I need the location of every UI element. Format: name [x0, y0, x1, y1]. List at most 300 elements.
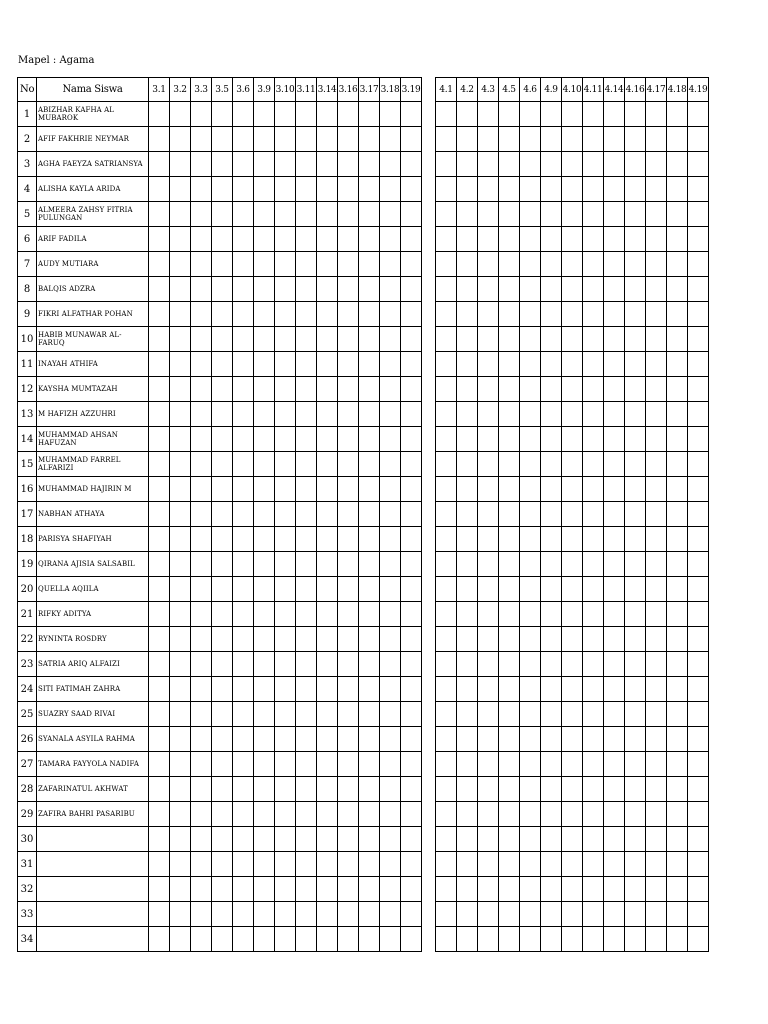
score-cell-kd4[interactable]: [457, 352, 478, 377]
score-cell-kd4[interactable]: [520, 677, 541, 702]
score-cell-kd3[interactable]: [149, 727, 170, 752]
score-cell-kd4[interactable]: [478, 527, 499, 552]
score-cell-kd3[interactable]: [359, 527, 380, 552]
score-cell-kd3[interactable]: [359, 702, 380, 727]
score-cell-kd4[interactable]: [583, 252, 604, 277]
score-cell-kd4[interactable]: [436, 827, 457, 852]
score-cell-kd3[interactable]: [233, 927, 254, 952]
score-cell-kd4[interactable]: [604, 877, 625, 902]
score-cell-kd3[interactable]: [170, 577, 191, 602]
score-cell-kd4[interactable]: [541, 352, 562, 377]
score-cell-kd4[interactable]: [478, 202, 499, 227]
score-cell-kd4[interactable]: [478, 102, 499, 127]
score-cell-kd3[interactable]: [275, 927, 296, 952]
score-cell-kd4[interactable]: [583, 752, 604, 777]
score-cell-kd3[interactable]: [254, 702, 275, 727]
score-cell-kd3[interactable]: [254, 777, 275, 802]
score-cell-kd4[interactable]: [499, 152, 520, 177]
score-cell-kd3[interactable]: [149, 477, 170, 502]
score-cell-kd3[interactable]: [149, 127, 170, 152]
score-cell-kd3[interactable]: [191, 152, 212, 177]
score-cell-kd4[interactable]: [478, 652, 499, 677]
score-cell-kd3[interactable]: [380, 652, 401, 677]
score-cell-kd4[interactable]: [688, 927, 709, 952]
score-cell-kd3[interactable]: [380, 552, 401, 577]
score-cell-kd4[interactable]: [499, 527, 520, 552]
score-cell-kd3[interactable]: [380, 877, 401, 902]
score-cell-kd3[interactable]: [254, 902, 275, 927]
score-cell-kd3[interactable]: [212, 702, 233, 727]
score-cell-kd4[interactable]: [541, 552, 562, 577]
score-cell-kd4[interactable]: [499, 827, 520, 852]
score-cell-kd3[interactable]: [233, 602, 254, 627]
score-cell-kd3[interactable]: [317, 452, 338, 477]
score-cell-kd3[interactable]: [317, 252, 338, 277]
score-cell-kd4[interactable]: [562, 902, 583, 927]
score-cell-kd3[interactable]: [275, 527, 296, 552]
score-cell-kd4[interactable]: [478, 627, 499, 652]
score-cell-kd3[interactable]: [254, 327, 275, 352]
score-cell-kd4[interactable]: [646, 252, 667, 277]
score-cell-kd3[interactable]: [338, 327, 359, 352]
score-cell-kd4[interactable]: [688, 402, 709, 427]
score-cell-kd3[interactable]: [275, 127, 296, 152]
score-cell-kd3[interactable]: [191, 377, 212, 402]
score-cell-kd3[interactable]: [275, 777, 296, 802]
score-cell-kd3[interactable]: [170, 377, 191, 402]
score-cell-kd4[interactable]: [688, 802, 709, 827]
score-cell-kd3[interactable]: [359, 602, 380, 627]
score-cell-kd3[interactable]: [233, 527, 254, 552]
score-cell-kd3[interactable]: [275, 802, 296, 827]
score-cell-kd4[interactable]: [562, 127, 583, 152]
score-cell-kd4[interactable]: [541, 377, 562, 402]
score-cell-kd3[interactable]: [170, 677, 191, 702]
score-cell-kd3[interactable]: [380, 852, 401, 877]
score-cell-kd3[interactable]: [275, 227, 296, 252]
score-cell-kd4[interactable]: [457, 727, 478, 752]
score-cell-kd3[interactable]: [254, 827, 275, 852]
score-cell-kd3[interactable]: [401, 777, 422, 802]
score-cell-kd4[interactable]: [499, 677, 520, 702]
score-cell-kd4[interactable]: [688, 877, 709, 902]
score-cell-kd4[interactable]: [625, 202, 646, 227]
score-cell-kd4[interactable]: [478, 427, 499, 452]
score-cell-kd3[interactable]: [254, 452, 275, 477]
score-cell-kd4[interactable]: [604, 902, 625, 927]
score-cell-kd3[interactable]: [275, 877, 296, 902]
score-cell-kd4[interactable]: [436, 752, 457, 777]
score-cell-kd4[interactable]: [583, 127, 604, 152]
score-cell-kd3[interactable]: [170, 552, 191, 577]
score-cell-kd3[interactable]: [296, 702, 317, 727]
score-cell-kd4[interactable]: [667, 177, 688, 202]
score-cell-kd4[interactable]: [562, 227, 583, 252]
score-cell-kd3[interactable]: [191, 752, 212, 777]
score-cell-kd3[interactable]: [338, 302, 359, 327]
score-cell-kd3[interactable]: [359, 202, 380, 227]
score-cell-kd4[interactable]: [436, 552, 457, 577]
score-cell-kd3[interactable]: [359, 627, 380, 652]
score-cell-kd3[interactable]: [254, 552, 275, 577]
score-cell-kd4[interactable]: [478, 927, 499, 952]
score-cell-kd4[interactable]: [688, 102, 709, 127]
score-cell-kd3[interactable]: [401, 727, 422, 752]
score-cell-kd3[interactable]: [254, 427, 275, 452]
score-cell-kd3[interactable]: [317, 927, 338, 952]
score-cell-kd3[interactable]: [191, 352, 212, 377]
score-cell-kd4[interactable]: [583, 652, 604, 677]
score-cell-kd3[interactable]: [401, 702, 422, 727]
score-cell-kd3[interactable]: [359, 852, 380, 877]
score-cell-kd4[interactable]: [583, 677, 604, 702]
score-cell-kd3[interactable]: [380, 327, 401, 352]
score-cell-kd4[interactable]: [478, 827, 499, 852]
score-cell-kd3[interactable]: [296, 427, 317, 452]
score-cell-kd4[interactable]: [667, 827, 688, 852]
score-cell-kd4[interactable]: [625, 377, 646, 402]
score-cell-kd3[interactable]: [275, 152, 296, 177]
score-cell-kd4[interactable]: [667, 752, 688, 777]
score-cell-kd4[interactable]: [436, 702, 457, 727]
score-cell-kd3[interactable]: [296, 827, 317, 852]
score-cell-kd3[interactable]: [317, 577, 338, 602]
score-cell-kd3[interactable]: [212, 252, 233, 277]
score-cell-kd3[interactable]: [317, 177, 338, 202]
score-cell-kd4[interactable]: [625, 277, 646, 302]
score-cell-kd3[interactable]: [254, 602, 275, 627]
score-cell-kd4[interactable]: [646, 277, 667, 302]
score-cell-kd3[interactable]: [149, 327, 170, 352]
score-cell-kd4[interactable]: [478, 377, 499, 402]
score-cell-kd4[interactable]: [625, 452, 646, 477]
score-cell-kd3[interactable]: [149, 752, 170, 777]
score-cell-kd3[interactable]: [359, 177, 380, 202]
score-cell-kd3[interactable]: [296, 252, 317, 277]
score-cell-kd3[interactable]: [191, 527, 212, 552]
score-cell-kd3[interactable]: [191, 102, 212, 127]
score-cell-kd4[interactable]: [520, 727, 541, 752]
score-cell-kd3[interactable]: [233, 627, 254, 652]
score-cell-kd3[interactable]: [212, 177, 233, 202]
score-cell-kd4[interactable]: [604, 652, 625, 677]
score-cell-kd3[interactable]: [170, 177, 191, 202]
score-cell-kd4[interactable]: [688, 527, 709, 552]
score-cell-kd4[interactable]: [499, 777, 520, 802]
score-cell-kd3[interactable]: [191, 452, 212, 477]
score-cell-kd3[interactable]: [317, 627, 338, 652]
score-cell-kd4[interactable]: [688, 502, 709, 527]
score-cell-kd4[interactable]: [688, 252, 709, 277]
score-cell-kd4[interactable]: [478, 602, 499, 627]
score-cell-kd4[interactable]: [688, 677, 709, 702]
score-cell-kd3[interactable]: [317, 702, 338, 727]
score-cell-kd4[interactable]: [520, 552, 541, 577]
score-cell-kd4[interactable]: [646, 427, 667, 452]
score-cell-kd4[interactable]: [520, 927, 541, 952]
score-cell-kd4[interactable]: [688, 202, 709, 227]
score-cell-kd3[interactable]: [296, 802, 317, 827]
score-cell-kd4[interactable]: [646, 152, 667, 177]
score-cell-kd3[interactable]: [338, 902, 359, 927]
score-cell-kd4[interactable]: [625, 477, 646, 502]
score-cell-kd4[interactable]: [541, 452, 562, 477]
score-cell-kd3[interactable]: [401, 527, 422, 552]
score-cell-kd3[interactable]: [296, 352, 317, 377]
score-cell-kd3[interactable]: [149, 577, 170, 602]
score-cell-kd3[interactable]: [191, 777, 212, 802]
score-cell-kd3[interactable]: [359, 377, 380, 402]
score-cell-kd3[interactable]: [338, 852, 359, 877]
score-cell-kd4[interactable]: [541, 302, 562, 327]
score-cell-kd3[interactable]: [338, 827, 359, 852]
score-cell-kd4[interactable]: [520, 852, 541, 877]
score-cell-kd3[interactable]: [233, 102, 254, 127]
score-cell-kd3[interactable]: [149, 802, 170, 827]
score-cell-kd4[interactable]: [667, 127, 688, 152]
score-cell-kd4[interactable]: [541, 277, 562, 302]
score-cell-kd4[interactable]: [520, 577, 541, 602]
score-cell-kd4[interactable]: [457, 477, 478, 502]
score-cell-kd4[interactable]: [667, 152, 688, 177]
score-cell-kd3[interactable]: [338, 927, 359, 952]
score-cell-kd3[interactable]: [191, 327, 212, 352]
score-cell-kd3[interactable]: [170, 277, 191, 302]
score-cell-kd3[interactable]: [401, 852, 422, 877]
score-cell-kd4[interactable]: [625, 302, 646, 327]
score-cell-kd3[interactable]: [359, 552, 380, 577]
score-cell-kd4[interactable]: [562, 852, 583, 877]
score-cell-kd3[interactable]: [275, 402, 296, 427]
score-cell-kd4[interactable]: [688, 702, 709, 727]
score-cell-kd4[interactable]: [667, 902, 688, 927]
score-cell-kd4[interactable]: [625, 177, 646, 202]
score-cell-kd4[interactable]: [667, 352, 688, 377]
score-cell-kd4[interactable]: [688, 227, 709, 252]
score-cell-kd4[interactable]: [667, 652, 688, 677]
score-cell-kd4[interactable]: [457, 402, 478, 427]
score-cell-kd4[interactable]: [646, 602, 667, 627]
score-cell-kd3[interactable]: [401, 127, 422, 152]
score-cell-kd3[interactable]: [212, 677, 233, 702]
score-cell-kd3[interactable]: [191, 552, 212, 577]
score-cell-kd4[interactable]: [646, 377, 667, 402]
score-cell-kd3[interactable]: [380, 177, 401, 202]
score-cell-kd4[interactable]: [562, 652, 583, 677]
score-cell-kd4[interactable]: [520, 827, 541, 852]
score-cell-kd4[interactable]: [520, 127, 541, 152]
score-cell-kd3[interactable]: [275, 727, 296, 752]
score-cell-kd4[interactable]: [499, 402, 520, 427]
score-cell-kd4[interactable]: [541, 777, 562, 802]
score-cell-kd3[interactable]: [380, 427, 401, 452]
score-cell-kd4[interactable]: [688, 152, 709, 177]
score-cell-kd3[interactable]: [380, 152, 401, 177]
score-cell-kd3[interactable]: [170, 102, 191, 127]
score-cell-kd3[interactable]: [275, 752, 296, 777]
score-cell-kd3[interactable]: [254, 102, 275, 127]
score-cell-kd4[interactable]: [646, 327, 667, 352]
score-cell-kd3[interactable]: [149, 552, 170, 577]
score-cell-kd3[interactable]: [401, 577, 422, 602]
score-cell-kd3[interactable]: [212, 402, 233, 427]
score-cell-kd4[interactable]: [478, 152, 499, 177]
score-cell-kd4[interactable]: [604, 827, 625, 852]
score-cell-kd4[interactable]: [499, 802, 520, 827]
score-cell-kd3[interactable]: [254, 752, 275, 777]
score-cell-kd4[interactable]: [436, 252, 457, 277]
score-cell-kd4[interactable]: [457, 102, 478, 127]
score-cell-kd3[interactable]: [338, 352, 359, 377]
score-cell-kd3[interactable]: [380, 277, 401, 302]
score-cell-kd3[interactable]: [275, 427, 296, 452]
score-cell-kd3[interactable]: [380, 477, 401, 502]
score-cell-kd3[interactable]: [296, 552, 317, 577]
score-cell-kd4[interactable]: [520, 752, 541, 777]
score-cell-kd4[interactable]: [604, 427, 625, 452]
score-cell-kd4[interactable]: [436, 202, 457, 227]
score-cell-kd3[interactable]: [401, 377, 422, 402]
score-cell-kd4[interactable]: [499, 602, 520, 627]
score-cell-kd4[interactable]: [436, 277, 457, 302]
score-cell-kd3[interactable]: [275, 577, 296, 602]
score-cell-kd4[interactable]: [625, 727, 646, 752]
score-cell-kd3[interactable]: [254, 202, 275, 227]
score-cell-kd3[interactable]: [212, 302, 233, 327]
score-cell-kd3[interactable]: [191, 627, 212, 652]
score-cell-kd3[interactable]: [359, 477, 380, 502]
score-cell-kd3[interactable]: [359, 727, 380, 752]
score-cell-kd4[interactable]: [541, 877, 562, 902]
score-cell-kd4[interactable]: [541, 652, 562, 677]
score-cell-kd4[interactable]: [583, 352, 604, 377]
score-cell-kd3[interactable]: [149, 452, 170, 477]
score-cell-kd3[interactable]: [296, 477, 317, 502]
score-cell-kd3[interactable]: [212, 877, 233, 902]
score-cell-kd3[interactable]: [149, 152, 170, 177]
score-cell-kd3[interactable]: [212, 352, 233, 377]
score-cell-kd3[interactable]: [275, 602, 296, 627]
score-cell-kd4[interactable]: [688, 777, 709, 802]
score-cell-kd4[interactable]: [562, 352, 583, 377]
score-cell-kd3[interactable]: [338, 552, 359, 577]
score-cell-kd4[interactable]: [604, 452, 625, 477]
score-cell-kd4[interactable]: [541, 752, 562, 777]
score-cell-kd3[interactable]: [338, 202, 359, 227]
score-cell-kd3[interactable]: [233, 677, 254, 702]
score-cell-kd4[interactable]: [541, 602, 562, 627]
score-cell-kd4[interactable]: [667, 452, 688, 477]
score-cell-kd3[interactable]: [296, 402, 317, 427]
score-cell-kd4[interactable]: [457, 827, 478, 852]
score-cell-kd4[interactable]: [583, 452, 604, 477]
score-cell-kd3[interactable]: [170, 127, 191, 152]
score-cell-kd3[interactable]: [275, 452, 296, 477]
score-cell-kd3[interactable]: [149, 502, 170, 527]
score-cell-kd4[interactable]: [562, 752, 583, 777]
score-cell-kd3[interactable]: [359, 152, 380, 177]
score-cell-kd4[interactable]: [646, 752, 667, 777]
score-cell-kd3[interactable]: [338, 377, 359, 402]
score-cell-kd3[interactable]: [212, 727, 233, 752]
score-cell-kd3[interactable]: [380, 752, 401, 777]
score-cell-kd4[interactable]: [436, 477, 457, 502]
score-cell-kd3[interactable]: [212, 152, 233, 177]
score-cell-kd3[interactable]: [170, 652, 191, 677]
score-cell-kd3[interactable]: [233, 827, 254, 852]
score-cell-kd3[interactable]: [212, 602, 233, 627]
score-cell-kd3[interactable]: [359, 877, 380, 902]
score-cell-kd3[interactable]: [338, 577, 359, 602]
score-cell-kd4[interactable]: [478, 277, 499, 302]
score-cell-kd4[interactable]: [478, 252, 499, 277]
score-cell-kd4[interactable]: [688, 277, 709, 302]
score-cell-kd3[interactable]: [233, 652, 254, 677]
score-cell-kd4[interactable]: [583, 852, 604, 877]
score-cell-kd4[interactable]: [457, 302, 478, 327]
score-cell-kd4[interactable]: [520, 402, 541, 427]
score-cell-kd4[interactable]: [478, 477, 499, 502]
score-cell-kd3[interactable]: [296, 652, 317, 677]
score-cell-kd3[interactable]: [296, 277, 317, 302]
score-cell-kd4[interactable]: [625, 352, 646, 377]
score-cell-kd4[interactable]: [562, 427, 583, 452]
score-cell-kd4[interactable]: [436, 927, 457, 952]
score-cell-kd3[interactable]: [338, 677, 359, 702]
score-cell-kd3[interactable]: [254, 402, 275, 427]
score-cell-kd3[interactable]: [296, 527, 317, 552]
score-cell-kd4[interactable]: [457, 852, 478, 877]
score-cell-kd4[interactable]: [667, 202, 688, 227]
score-cell-kd3[interactable]: [149, 202, 170, 227]
score-cell-kd3[interactable]: [401, 627, 422, 652]
score-cell-kd3[interactable]: [380, 602, 401, 627]
score-cell-kd4[interactable]: [541, 502, 562, 527]
score-cell-kd4[interactable]: [478, 352, 499, 377]
score-cell-kd4[interactable]: [625, 402, 646, 427]
score-cell-kd4[interactable]: [646, 552, 667, 577]
score-cell-kd4[interactable]: [541, 127, 562, 152]
score-cell-kd3[interactable]: [170, 302, 191, 327]
score-cell-kd4[interactable]: [457, 427, 478, 452]
score-cell-kd3[interactable]: [401, 302, 422, 327]
score-cell-kd3[interactable]: [401, 452, 422, 477]
score-cell-kd4[interactable]: [436, 902, 457, 927]
score-cell-kd4[interactable]: [478, 802, 499, 827]
score-cell-kd3[interactable]: [317, 202, 338, 227]
score-cell-kd3[interactable]: [254, 727, 275, 752]
score-cell-kd3[interactable]: [275, 377, 296, 402]
score-cell-kd3[interactable]: [380, 727, 401, 752]
score-cell-kd3[interactable]: [212, 802, 233, 827]
score-cell-kd4[interactable]: [688, 552, 709, 577]
score-cell-kd4[interactable]: [499, 377, 520, 402]
score-cell-kd4[interactable]: [541, 677, 562, 702]
score-cell-kd3[interactable]: [233, 452, 254, 477]
score-cell-kd4[interactable]: [604, 127, 625, 152]
score-cell-kd3[interactable]: [317, 552, 338, 577]
score-cell-kd4[interactable]: [520, 252, 541, 277]
score-cell-kd4[interactable]: [562, 252, 583, 277]
score-cell-kd4[interactable]: [478, 577, 499, 602]
score-cell-kd3[interactable]: [149, 902, 170, 927]
score-cell-kd4[interactable]: [646, 852, 667, 877]
score-cell-kd3[interactable]: [212, 652, 233, 677]
score-cell-kd3[interactable]: [338, 227, 359, 252]
score-cell-kd3[interactable]: [233, 702, 254, 727]
score-cell-kd3[interactable]: [338, 427, 359, 452]
score-cell-kd4[interactable]: [562, 452, 583, 477]
